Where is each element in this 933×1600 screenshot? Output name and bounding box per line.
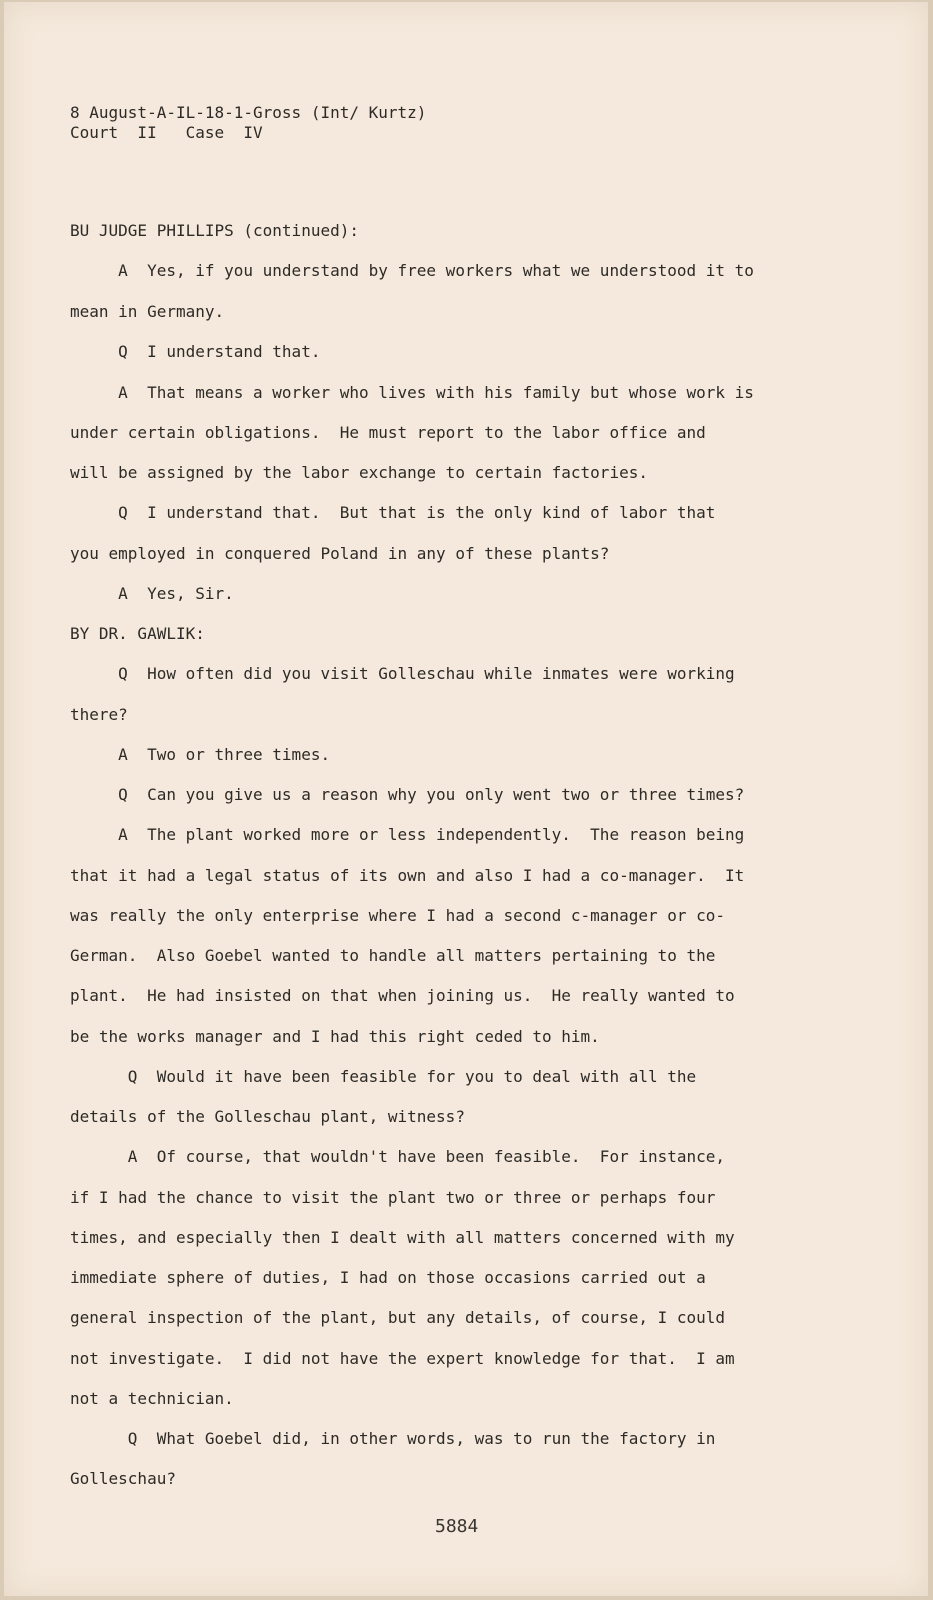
- text-line: Golleschau?: [70, 1469, 176, 1488]
- speaker-heading: BU JUDGE PHILLIPS (continued):: [70, 221, 359, 240]
- transcript-text: [70, 102, 810, 1488]
- text-line: German. Also Goebel wanted to handle all matters pertaining to the: [70, 946, 716, 965]
- text-line: details of the Golleschau plant, witness?: [70, 1107, 465, 1126]
- text-line: was really the only enterprise where I had a second c-manager or co-: [70, 906, 726, 925]
- text-line: A Yes, if you understand by free workers what we understood it to: [70, 261, 754, 280]
- text-line: plant. He had insisted on that when joining us. He really wanted to: [70, 986, 735, 1005]
- text-line: if I had the chance to visit the plant two or three or perhaps four: [70, 1188, 716, 1207]
- text-line: A Two or three times.: [70, 745, 331, 764]
- text-line: Q Would it have been feasible for you to deal with all the: [70, 1067, 697, 1086]
- text-line: there?: [70, 705, 128, 724]
- text-line: mean in Germany.: [70, 302, 225, 321]
- document-page: [4, 2, 928, 1596]
- text-line: A Of course, that wouldn't have been feasible. For instance,: [70, 1147, 726, 1166]
- text-line: Q Can you give us a reason why you only went two or three times?: [70, 785, 745, 804]
- text-line: you employed in conquered Poland in any of these plants?: [70, 544, 610, 563]
- text-line: general inspection of the plant, but any details, of course, I could: [70, 1308, 726, 1327]
- text-line: that it had a legal status of its own and also I had a co-manager. It: [70, 866, 745, 885]
- header-line-2: Court II Case IV: [70, 123, 263, 142]
- speaker-heading: BY DR. GAWLIK:: [70, 624, 205, 643]
- text-line: Q How often did you visit Golleschau while inmates were working: [70, 664, 735, 683]
- text-line: Q I understand that.: [70, 342, 321, 361]
- text-line: times, and especially then I dealt with all matters concerned with my: [70, 1228, 735, 1247]
- text-line: A That means a worker who lives with his family but whose work is: [70, 383, 754, 402]
- text-line: immediate sphere of duties, I had on those occasions carried out a: [70, 1268, 706, 1287]
- text-line: will be assigned by the labor exchange to certain factories.: [70, 463, 648, 482]
- text-line: Q What Goebel did, in other words, was to run the factory in: [70, 1429, 716, 1448]
- page-number: 5884: [435, 1516, 479, 1537]
- header-line-1: 8 August-A-IL-18-1-Gross (Int/ Kurtz): [70, 103, 427, 122]
- text-line: not investigate. I did not have the expert knowledge for that. I am: [70, 1349, 735, 1368]
- text-line: A The plant worked more or less independently. The reason being: [70, 825, 745, 844]
- text-line: be the works manager and I had this right ceded to him.: [70, 1027, 600, 1046]
- text-line: under certain obligations. He must report to the labor office and: [70, 423, 706, 442]
- text-line: Q I understand that. But that is the only kind of labor that: [70, 503, 716, 522]
- text-line: not a technician.: [70, 1389, 234, 1408]
- text-line: A Yes, Sir.: [70, 584, 234, 603]
